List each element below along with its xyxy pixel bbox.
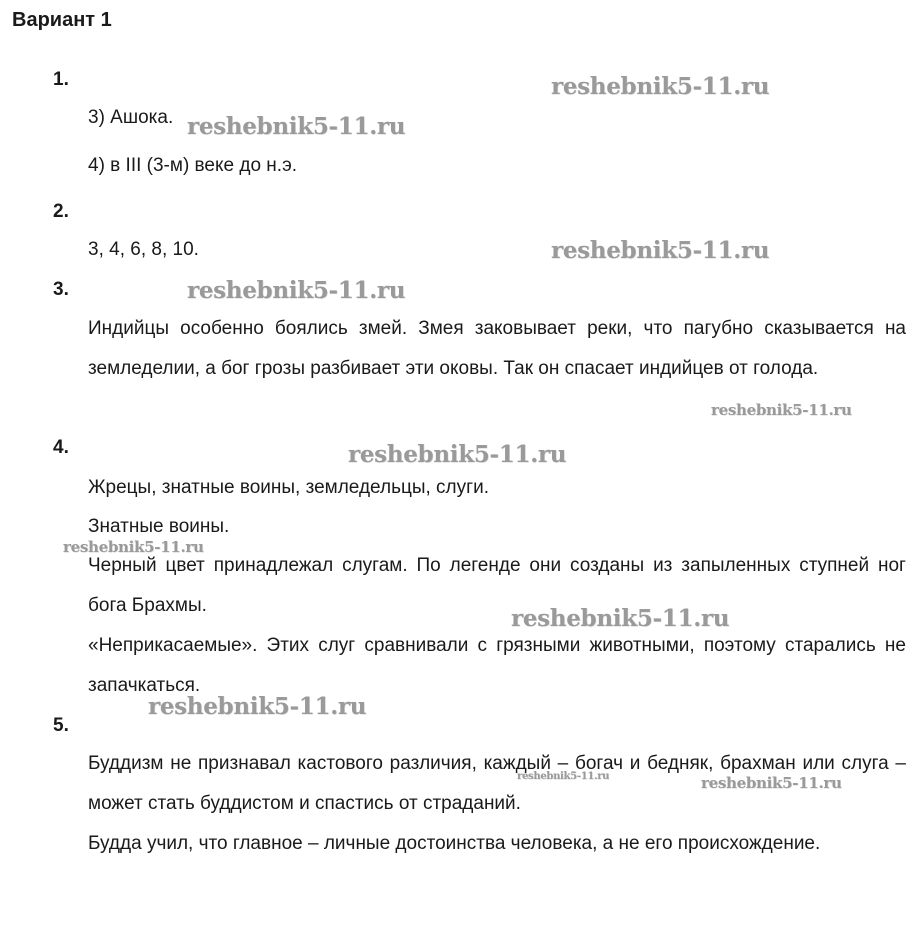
answer-line: 3) Ашока. [88, 107, 174, 128]
watermark: reshebnik5-11.ru [348, 441, 567, 468]
watermark: reshebnik5-11.ru [551, 73, 770, 100]
watermark: reshebnik5-11.ru [63, 538, 204, 556]
answer-paragraph: Буддизм не признавал кастового различия, каждый – богач и бедняк, брахман или слуга – может стать буддистом и спастись от страданий. [88, 753, 906, 814]
answer-line: 3, 4, 6, 8, 10. [88, 239, 199, 260]
answer-line: Знатные воины. [88, 516, 230, 537]
answer-line: Жрецы, знатные воины, земледельцы, слуги. [88, 477, 489, 498]
watermark: reshebnik5-11.ru [551, 237, 770, 264]
page-title: Вариант 1 [12, 9, 112, 31]
watermark: reshebnik5-11.ru [148, 693, 367, 720]
watermark: reshebnik5-11.ru [517, 771, 610, 782]
watermark: reshebnik5-11.ru [187, 277, 406, 304]
question-number: 1. [53, 69, 69, 90]
answer-paragraph: Будда учил, что главное – личные достоинства человека, а не его происхождение. [88, 833, 821, 854]
answer-line: 4) в III (3-м) веке до н.э. [88, 155, 298, 176]
question-number: 3. [53, 279, 69, 300]
watermark: reshebnik5-11.ru [711, 401, 852, 419]
question-number: 5. [53, 715, 69, 736]
question-number: 4. [53, 437, 69, 458]
answer-paragraph: «Неприкасаемые». Этих слуг сравнивали с грязными животными, поэтому старались не запачкаться. [88, 635, 906, 696]
watermark: reshebnik5-11.ru [187, 113, 406, 140]
question-number: 2. [53, 201, 69, 222]
answer-paragraph: Индийцы особенно боялись змей. Змея заковывает реки, что пагубно сказывается на земледелии, а бог грозы разбивает эти оковы. Так он спасает индийцев от голода. [88, 318, 906, 379]
watermark: reshebnik5-11.ru [511, 605, 730, 632]
watermark: reshebnik5-11.ru [701, 774, 842, 792]
answer-paragraph: Черный цвет принадлежал слугам. По легенде они созданы из запыленных ступней ног бога Брахмы. [88, 555, 906, 616]
